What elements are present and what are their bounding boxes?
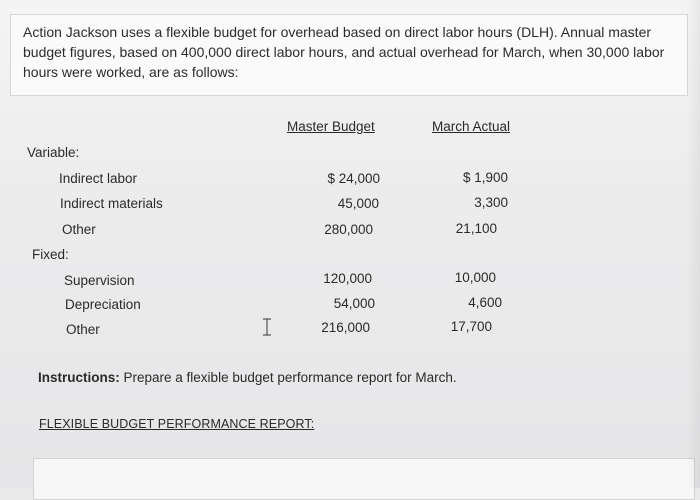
row-label-fixed-other: Other xyxy=(66,322,100,337)
variable-heading: Variable: xyxy=(27,145,80,160)
instructions-label: Instructions: xyxy=(38,370,120,385)
report-title: FLEXIBLE BUDGET PERFORMANCE REPORT: xyxy=(39,417,315,431)
actual-fixed-other: 17,700 xyxy=(450,319,492,334)
actual-variable-other: 21,100 xyxy=(455,221,497,236)
row-label-variable-other: Other xyxy=(62,222,96,237)
row-label-indirect-materials: Indirect materials xyxy=(60,196,163,211)
instructions xyxy=(38,370,457,385)
fixed-heading: Fixed: xyxy=(32,247,69,262)
master-variable-other: 280,000 xyxy=(324,222,373,237)
actual-supervision: 10,000 xyxy=(454,270,496,285)
text-cursor-icon xyxy=(262,318,272,336)
master-fixed-other: 216,000 xyxy=(321,320,370,335)
actual-indirect-materials: 3,300 xyxy=(474,195,508,210)
row-label-supervision: Supervision xyxy=(64,273,135,288)
instructions-text: Prepare a flexible budget performance report for March. xyxy=(119,370,457,385)
master-depreciation: 54,000 xyxy=(333,296,375,311)
edge-shadow xyxy=(686,0,700,488)
problem-statement: Action Jackson uses a flexible budget for overhead based on direct labor hours (DLH). Annual master budget figures, based on 400,000 direct labor hours, and actual overhead for March, when 30,000 labor hours were worked, are as follows: xyxy=(23,24,665,80)
actual-depreciation: 4,600 xyxy=(468,295,502,310)
master-indirect-labor: $ 24,000 xyxy=(327,171,380,186)
answer-input-area[interactable] xyxy=(33,458,695,500)
master-indirect-materials: 45,000 xyxy=(337,196,379,211)
row-label-indirect-labor: Indirect labor xyxy=(59,171,138,186)
row-label-depreciation: Depreciation xyxy=(65,297,141,312)
actual-indirect-labor: $ 1,900 xyxy=(462,170,508,185)
master-supervision: 120,000 xyxy=(323,271,372,286)
master-budget-header: Master Budget xyxy=(287,119,375,134)
march-actual-header: March Actual xyxy=(432,119,511,134)
